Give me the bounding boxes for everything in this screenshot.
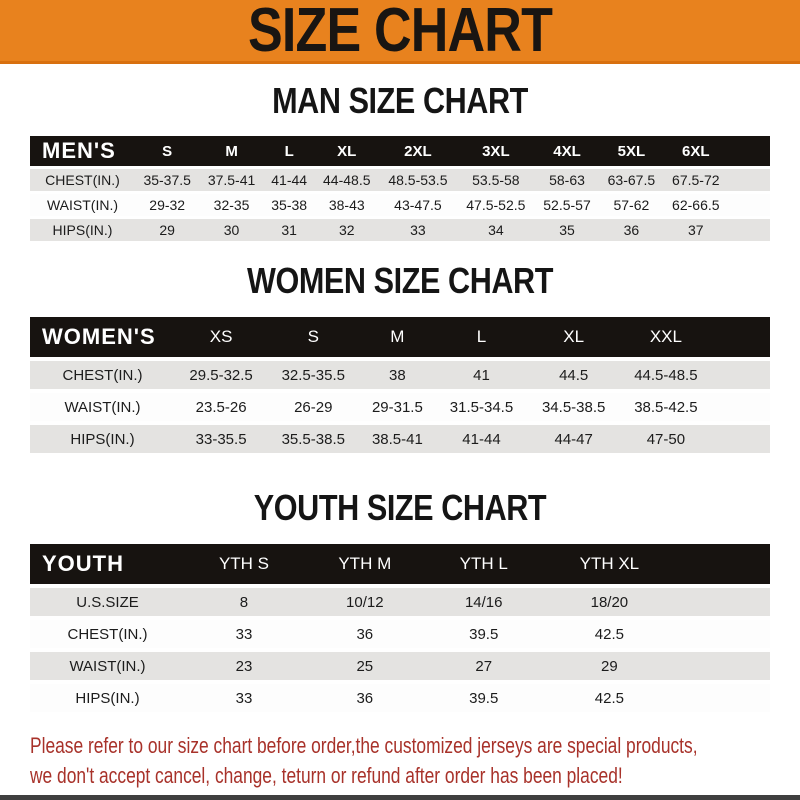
bottom-strip bbox=[0, 795, 800, 800]
disclaimer-line-1: Please refer to our size chart before order,the customized jerseys are special products, bbox=[30, 733, 698, 758]
table-row bbox=[30, 219, 770, 241]
table-row bbox=[30, 620, 770, 648]
women-size-chart-title: WOMEN SIZE CHART bbox=[247, 260, 553, 301]
size-value-cell: 36 bbox=[303, 620, 427, 648]
table-row bbox=[30, 393, 770, 421]
size-column-header: 3XL bbox=[457, 136, 535, 166]
size-value-cell: 30 bbox=[199, 219, 263, 241]
men-size-table-holder bbox=[0, 133, 800, 244]
size-value-cell: 44-47 bbox=[528, 425, 620, 453]
size-value-cell: 33-35.5 bbox=[175, 425, 267, 453]
spacer-cell bbox=[728, 219, 770, 241]
row-label: WAIST(IN.) bbox=[30, 393, 175, 421]
women-table-corner-label: WOMEN'S bbox=[30, 317, 175, 357]
size-value-cell: 41-44 bbox=[264, 169, 315, 191]
size-value-cell: 44.5-48.5 bbox=[620, 361, 712, 389]
size-value-cell: 14/16 bbox=[427, 588, 541, 616]
man-size-chart-title: MAN SIZE CHART bbox=[272, 80, 528, 121]
size-value-cell: 35.5-38.5 bbox=[267, 425, 359, 453]
spacer-cell bbox=[712, 393, 770, 421]
size-value-cell: 42.5 bbox=[541, 620, 678, 648]
size-value-cell: 32-35 bbox=[199, 194, 263, 216]
size-column-header: XL bbox=[315, 136, 379, 166]
size-value-cell: 29-31.5 bbox=[359, 393, 435, 421]
row-label: HIPS(IN.) bbox=[30, 425, 175, 453]
women-header-row bbox=[30, 317, 770, 357]
youth-table-corner-label: YOUTH bbox=[30, 544, 185, 584]
size-value-cell: 36 bbox=[599, 219, 663, 241]
size-value-cell: 36 bbox=[303, 684, 427, 712]
youth-size-table-holder bbox=[0, 540, 800, 716]
size-column-header: YTH M bbox=[303, 544, 427, 584]
spacer-cell bbox=[678, 588, 770, 616]
size-value-cell: 25 bbox=[303, 652, 427, 680]
men-size-table bbox=[30, 133, 770, 244]
size-value-cell: 67.5-72 bbox=[664, 169, 728, 191]
size-column-header: XXL bbox=[620, 317, 712, 357]
size-value-cell: 23.5-26 bbox=[175, 393, 267, 421]
size-column-header: XL bbox=[528, 317, 620, 357]
size-value-cell: 8 bbox=[185, 588, 303, 616]
banner bbox=[0, 0, 800, 64]
disclaimer-line-2: we don't accept cancel, change, teturn or refund after order has been placed! bbox=[30, 763, 623, 788]
men-header-row bbox=[30, 136, 770, 166]
size-value-cell: 31.5-34.5 bbox=[435, 393, 527, 421]
size-value-cell: 35-37.5 bbox=[135, 169, 199, 191]
spacer-cell bbox=[678, 684, 770, 712]
spacer-cell bbox=[712, 425, 770, 453]
size-value-cell: 32 bbox=[315, 219, 379, 241]
size-value-cell: 39.5 bbox=[427, 620, 541, 648]
spacer-cell bbox=[678, 544, 770, 584]
size-charts bbox=[0, 80, 800, 716]
table-row bbox=[30, 652, 770, 680]
table-row bbox=[30, 588, 770, 616]
size-column-header: YTH XL bbox=[541, 544, 678, 584]
spacer-cell bbox=[728, 169, 770, 191]
row-label: CHEST(IN.) bbox=[30, 620, 185, 648]
spacer-cell bbox=[712, 317, 770, 357]
row-label: WAIST(IN.) bbox=[30, 652, 185, 680]
size-column-header: L bbox=[264, 136, 315, 166]
disclaimer bbox=[0, 731, 800, 791]
size-value-cell: 41-44 bbox=[435, 425, 527, 453]
size-value-cell: 63-67.5 bbox=[599, 169, 663, 191]
section-women bbox=[0, 260, 800, 457]
size-column-header: YTH L bbox=[427, 544, 541, 584]
size-value-cell: 38.5-42.5 bbox=[620, 393, 712, 421]
size-value-cell: 33 bbox=[185, 684, 303, 712]
size-value-cell: 43-47.5 bbox=[379, 194, 457, 216]
size-value-cell: 53.5-58 bbox=[457, 169, 535, 191]
size-column-header: S bbox=[135, 136, 199, 166]
spacer-cell bbox=[678, 652, 770, 680]
youth-size-table bbox=[30, 540, 770, 716]
size-column-header: M bbox=[359, 317, 435, 357]
size-value-cell: 44-48.5 bbox=[315, 169, 379, 191]
row-label: WAIST(IN.) bbox=[30, 194, 135, 216]
spacer-cell bbox=[728, 136, 770, 166]
size-value-cell: 33 bbox=[185, 620, 303, 648]
size-value-cell: 26-29 bbox=[267, 393, 359, 421]
size-value-cell: 10/12 bbox=[303, 588, 427, 616]
table-row bbox=[30, 684, 770, 712]
size-value-cell: 58-63 bbox=[535, 169, 599, 191]
size-value-cell: 31 bbox=[264, 219, 315, 241]
size-value-cell: 34 bbox=[457, 219, 535, 241]
size-value-cell: 33 bbox=[379, 219, 457, 241]
section-men bbox=[0, 80, 800, 244]
size-column-header: L bbox=[435, 317, 527, 357]
size-value-cell: 38-43 bbox=[315, 194, 379, 216]
size-value-cell: 32.5-35.5 bbox=[267, 361, 359, 389]
size-value-cell: 39.5 bbox=[427, 684, 541, 712]
row-label: CHEST(IN.) bbox=[30, 361, 175, 389]
size-value-cell: 29.5-32.5 bbox=[175, 361, 267, 389]
table-row bbox=[30, 194, 770, 216]
size-value-cell: 29 bbox=[541, 652, 678, 680]
men-table-corner-label: MEN'S bbox=[30, 136, 135, 166]
size-value-cell: 37.5-41 bbox=[199, 169, 263, 191]
youth-size-chart-title: YOUTH SIZE CHART bbox=[253, 487, 547, 528]
size-value-cell: 41 bbox=[435, 361, 527, 389]
section-youth bbox=[0, 487, 800, 716]
women-size-table-holder bbox=[0, 313, 800, 457]
size-value-cell: 23 bbox=[185, 652, 303, 680]
size-value-cell: 57-62 bbox=[599, 194, 663, 216]
size-column-header: YTH S bbox=[185, 544, 303, 584]
size-value-cell: 35-38 bbox=[264, 194, 315, 216]
size-column-header: M bbox=[199, 136, 263, 166]
spacer-cell bbox=[728, 194, 770, 216]
size-value-cell: 37 bbox=[664, 219, 728, 241]
size-value-cell: 52.5-57 bbox=[535, 194, 599, 216]
size-value-cell: 44.5 bbox=[528, 361, 620, 389]
table-row bbox=[30, 361, 770, 389]
size-value-cell: 35 bbox=[535, 219, 599, 241]
size-value-cell: 47-50 bbox=[620, 425, 712, 453]
size-value-cell: 27 bbox=[427, 652, 541, 680]
size-value-cell: 48.5-53.5 bbox=[379, 169, 457, 191]
spacer-cell bbox=[678, 620, 770, 648]
size-column-header: 4XL bbox=[535, 136, 599, 166]
row-label: HIPS(IN.) bbox=[30, 219, 135, 241]
size-column-header: 2XL bbox=[379, 136, 457, 166]
table-row bbox=[30, 169, 770, 191]
row-label: HIPS(IN.) bbox=[30, 684, 185, 712]
size-value-cell: 62-66.5 bbox=[664, 194, 728, 216]
table-row bbox=[30, 425, 770, 453]
size-column-header: S bbox=[267, 317, 359, 357]
size-value-cell: 38 bbox=[359, 361, 435, 389]
size-value-cell: 29 bbox=[135, 219, 199, 241]
row-label: CHEST(IN.) bbox=[30, 169, 135, 191]
size-column-header: XS bbox=[175, 317, 267, 357]
size-value-cell: 42.5 bbox=[541, 684, 678, 712]
row-label: U.S.SIZE bbox=[30, 588, 185, 616]
size-value-cell: 38.5-41 bbox=[359, 425, 435, 453]
size-value-cell: 34.5-38.5 bbox=[528, 393, 620, 421]
spacer-cell bbox=[712, 361, 770, 389]
banner-title: SIZE CHART bbox=[247, 0, 553, 65]
size-column-header: 5XL bbox=[599, 136, 663, 166]
size-value-cell: 18/20 bbox=[541, 588, 678, 616]
youth-header-row bbox=[30, 544, 770, 584]
size-value-cell: 29-32 bbox=[135, 194, 199, 216]
size-value-cell: 47.5-52.5 bbox=[457, 194, 535, 216]
women-size-table bbox=[30, 313, 770, 457]
size-column-header: 6XL bbox=[664, 136, 728, 166]
